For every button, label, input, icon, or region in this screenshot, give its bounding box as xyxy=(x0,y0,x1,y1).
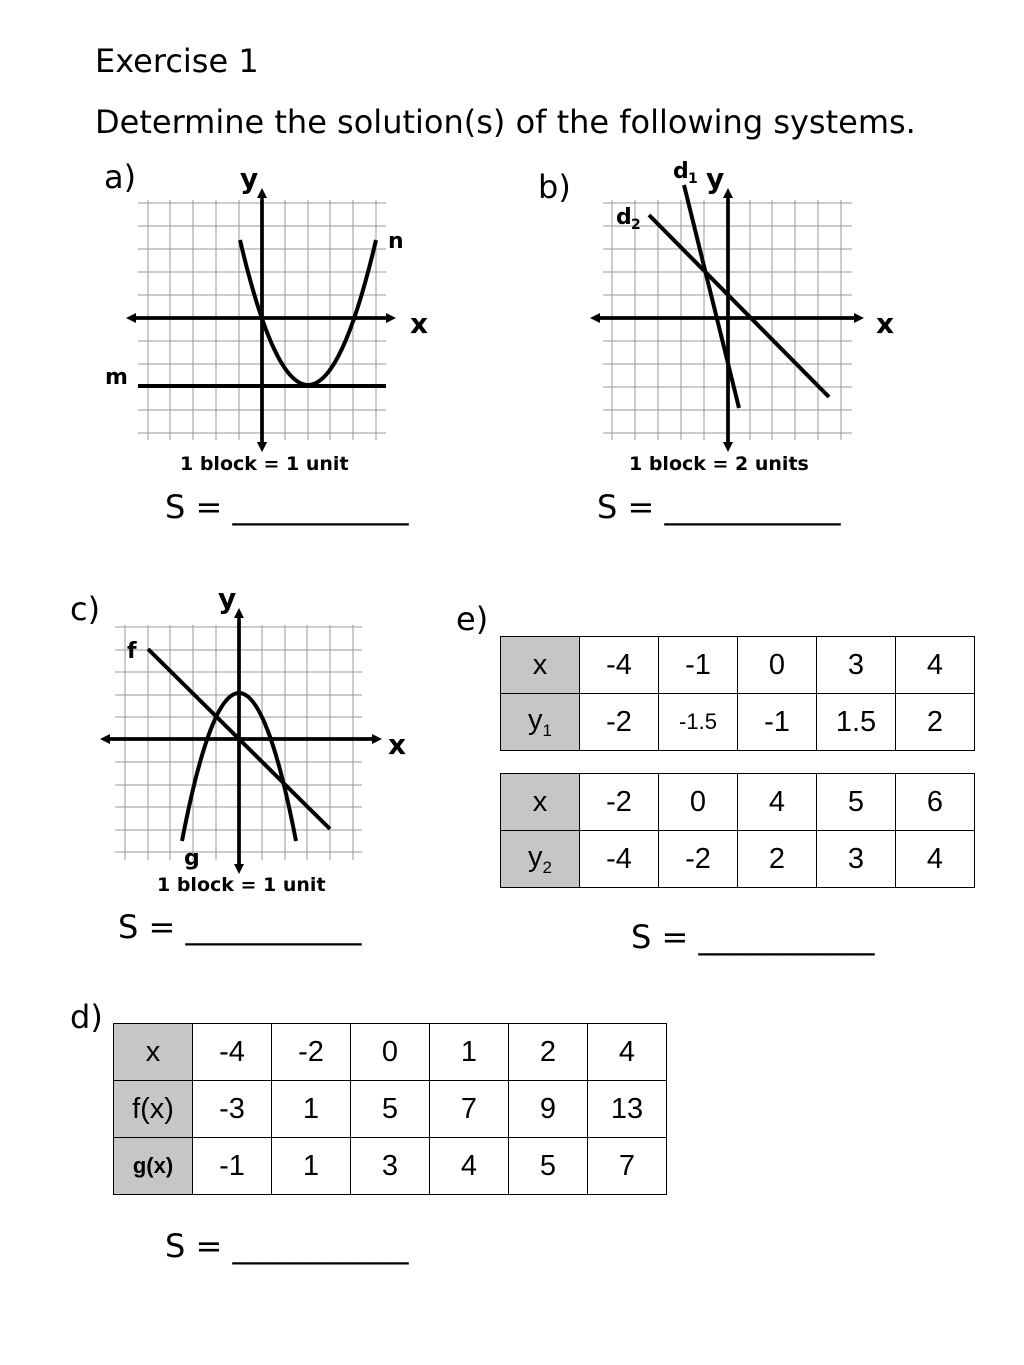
table-cell: 4 xyxy=(430,1138,509,1195)
table-d-label: d) xyxy=(70,998,103,1036)
graph-b-line-d2 xyxy=(649,215,829,397)
table-cell: -1.5 xyxy=(659,694,738,751)
table-cell: 5 xyxy=(817,774,896,831)
table-row xyxy=(501,831,975,888)
table-d xyxy=(113,1023,667,1195)
table-cell: -4 xyxy=(580,831,659,888)
instruction-text: Determine the solution(s) of the following systems. xyxy=(95,103,916,141)
table-cell: 2 xyxy=(738,831,817,888)
table-cell: 5 xyxy=(509,1138,588,1195)
table-cell: -3 xyxy=(193,1081,272,1138)
table-cell: 1 xyxy=(430,1024,509,1081)
table-cell: 0 xyxy=(738,637,817,694)
table-cell: 3 xyxy=(351,1138,430,1195)
table-header-cell: x xyxy=(501,774,580,831)
graph-c-g-label: g xyxy=(184,846,200,871)
graph-c-label: c) xyxy=(70,590,101,628)
graph-a-y-label: y xyxy=(240,162,259,195)
table-header-cell: f(x) xyxy=(114,1081,193,1138)
table-header-cell xyxy=(501,694,580,751)
graph-a-scale: 1 block = 1 unit xyxy=(180,453,349,475)
table-row xyxy=(114,1138,667,1195)
graph-b-d1-sub: 1 xyxy=(688,171,698,187)
graph-a-x-label: x xyxy=(410,307,429,340)
table-cell: 6 xyxy=(896,774,975,831)
graph-c-scale: 1 block = 1 unit xyxy=(157,874,326,896)
graph-b-d1-label: d xyxy=(673,159,689,184)
table-cell: 2 xyxy=(509,1024,588,1081)
table-cell: 4 xyxy=(896,831,975,888)
graph-b-y-label: y xyxy=(706,162,725,195)
graph-b-scale: 1 block = 2 units xyxy=(629,453,809,475)
table-cell: -1 xyxy=(193,1138,272,1195)
table-cell: 4 xyxy=(896,637,975,694)
table-cell: -4 xyxy=(193,1024,272,1081)
table-cell: -1 xyxy=(738,694,817,751)
table-cell: 5 xyxy=(351,1081,430,1138)
table-cell: -1 xyxy=(659,637,738,694)
graph-b-d2-label: d xyxy=(616,205,632,230)
graph-a-n-label: n xyxy=(388,229,404,254)
y1-symbol: y xyxy=(528,703,543,736)
y2-subscript: 2 xyxy=(542,857,552,877)
graph-a-m-label: m xyxy=(105,365,128,390)
y2-symbol: y xyxy=(528,840,543,873)
graph-b-d2-sub: 2 xyxy=(631,217,641,233)
table-cell: 0 xyxy=(659,774,738,831)
table-row xyxy=(114,1024,667,1081)
graph-a-label: a) xyxy=(104,158,137,196)
graph-a-answer: S = ___________ xyxy=(165,488,409,526)
table-e-label: e) xyxy=(456,600,489,638)
table-cell: 1 xyxy=(272,1081,351,1138)
table-row xyxy=(501,774,975,831)
table-cell: 1.5 xyxy=(817,694,896,751)
table-row xyxy=(114,1081,667,1138)
graph-b-x-label: x xyxy=(876,307,895,340)
y1-subscript: 1 xyxy=(542,720,552,740)
table-cell: -2 xyxy=(272,1024,351,1081)
graph-c-answer: S = ___________ xyxy=(118,908,362,946)
table-header-cell xyxy=(501,831,580,888)
graph-c-y-label: y xyxy=(218,582,237,615)
table-cell: 9 xyxy=(509,1081,588,1138)
graph-c-f-label: f xyxy=(127,639,137,664)
table-header-cell: g(x) xyxy=(114,1138,193,1195)
table-cell: 3 xyxy=(817,637,896,694)
table-row xyxy=(501,637,975,694)
table-e-answer: S = ___________ xyxy=(631,918,875,956)
table-cell: 1 xyxy=(272,1138,351,1195)
graph-b-answer: S = ___________ xyxy=(597,488,841,526)
table-d-answer: S = ___________ xyxy=(165,1227,409,1265)
table-row xyxy=(501,694,975,751)
table-cell: 7 xyxy=(430,1081,509,1138)
table-cell: -4 xyxy=(580,637,659,694)
table-header-cell: x xyxy=(501,637,580,694)
table-cell: 13 xyxy=(588,1081,667,1138)
table-cell: 0 xyxy=(351,1024,430,1081)
table-e2 xyxy=(500,773,975,888)
table-cell: -2 xyxy=(580,774,659,831)
page-title: Exercise 1 xyxy=(95,42,259,80)
graph-b-label: b) xyxy=(538,168,571,206)
table-cell: -2 xyxy=(580,694,659,751)
table-cell: 4 xyxy=(588,1024,667,1081)
table-e1 xyxy=(500,636,975,751)
graph-b-lines xyxy=(649,185,829,408)
table-cell: 4 xyxy=(738,774,817,831)
table-cell: -2 xyxy=(659,831,738,888)
table-header-cell: x xyxy=(114,1024,193,1081)
graph-c-x-label: x xyxy=(388,728,407,761)
table-cell: 7 xyxy=(588,1138,667,1195)
table-cell: 3 xyxy=(817,831,896,888)
table-cell: 2 xyxy=(896,694,975,751)
